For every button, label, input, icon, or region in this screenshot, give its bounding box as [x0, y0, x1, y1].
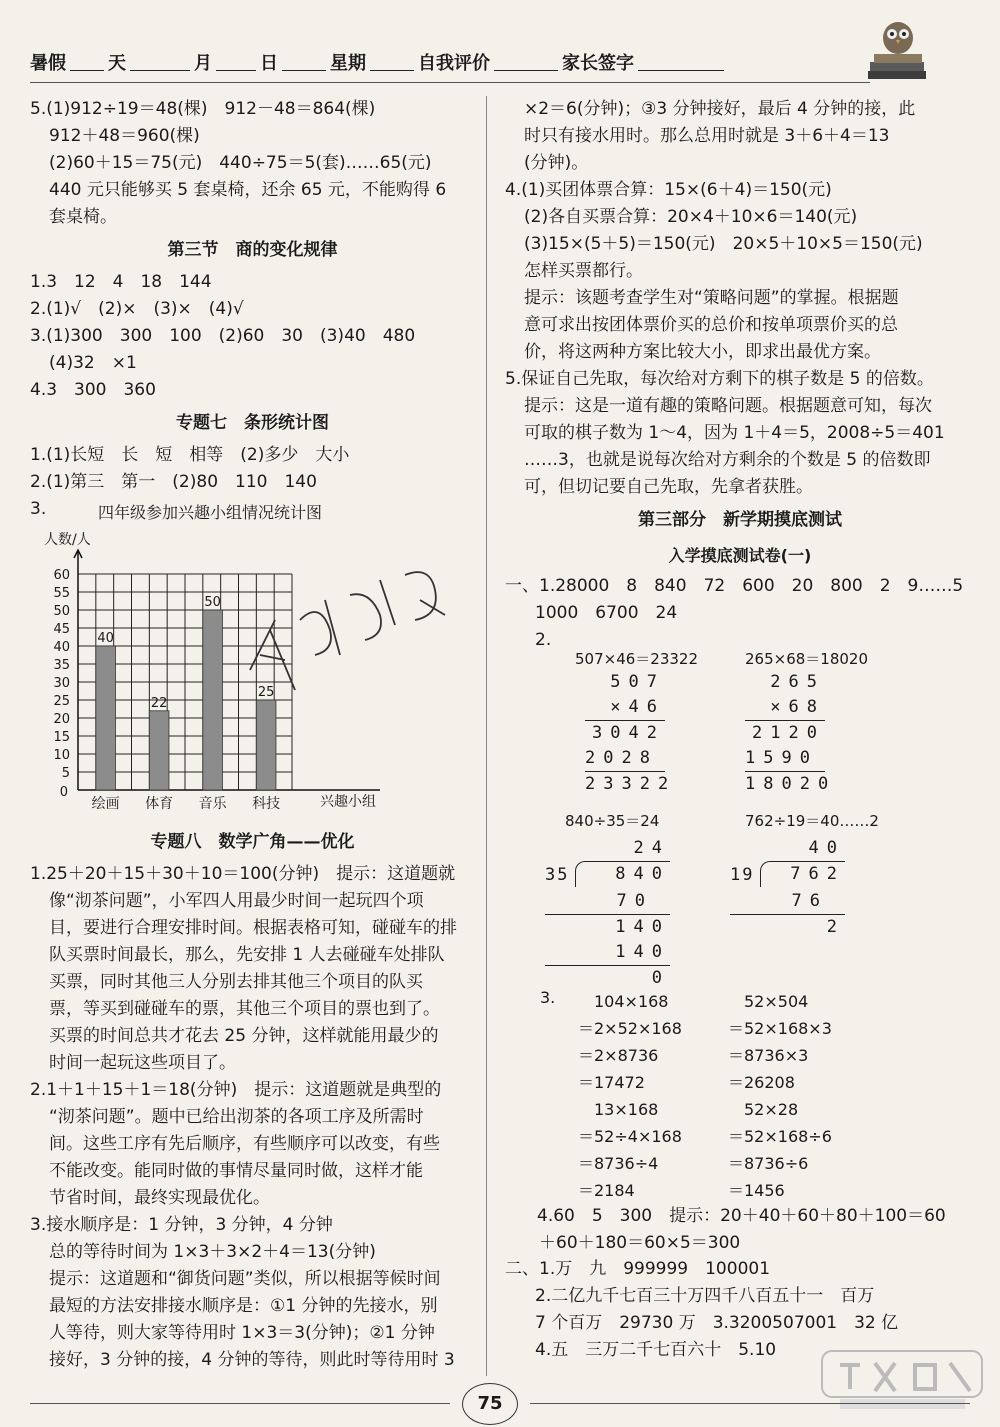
column-divider: [486, 96, 487, 1376]
answer-line: ……3，也就是说每次给对方剩余的个数是 5 的倍数即: [524, 450, 931, 470]
y-tick-label: 60: [53, 568, 70, 583]
divisor: 35: [545, 865, 570, 885]
answer-line: 2.二亿九千七百三十万四千八百五十一 百万: [535, 1286, 875, 1306]
answer-line: 时只有接水用时。那么总用时就是 3＋6＋4＝13: [524, 126, 890, 146]
y-tick-label: 10: [53, 748, 70, 763]
answer-line: 7 个百万 29730 万 3.3200507001 32 亿: [535, 1313, 899, 1333]
answer-group: [537, 1203, 977, 1257]
answer-line: (2)各自买票合算：20×4＋10×6＝140(元): [524, 207, 858, 227]
answer-line: 最短的方法安排接水顺序是：①1 分钟的先接水，别: [49, 1296, 438, 1316]
y-tick-label: 35: [53, 658, 70, 673]
week-blank: [370, 54, 414, 71]
test-title: 入学摸底测试卷(一): [668, 546, 812, 565]
week-gap: [282, 54, 326, 71]
calc-row: 507: [610, 672, 665, 692]
answer-line: ＋60＋180＝60×5＝300: [539, 1233, 741, 1253]
answer-line: 提示：该题考查学生对“策略问题”的掌握。根据题: [524, 288, 899, 308]
answer-line: 3.接水顺序是：1 分钟，3 分钟，4 分钟: [30, 1215, 333, 1235]
answer-line: 2.(1)第三 第一 (2)80 110 140: [30, 472, 317, 492]
calc-step: ＝26208: [728, 1073, 795, 1092]
answer-line: 4.60 5 300 提示：20＋40＋60＋80＋100＝60: [537, 1206, 946, 1226]
calc-row: 140: [615, 942, 670, 962]
calc-row: 2120: [745, 720, 825, 746]
chart-ylabel: 人数/人: [44, 532, 91, 548]
y-tick-label: 20: [53, 712, 70, 727]
page-number: 75: [462, 1383, 518, 1425]
section-title: 专题八 数学广角——优化: [150, 832, 355, 852]
long-division: [730, 836, 845, 940]
chart-title: 四年级参加兴趣小组情况统计图: [97, 503, 323, 522]
bar-value-label: 22: [150, 695, 168, 711]
calc-step: 52×28: [744, 1100, 799, 1119]
answer-line: 目，要进行合理安排时间。根据表格可知，碰碰车的排: [49, 918, 457, 938]
answer-line: 4.(1)买团体票合算：15×(6＋4)＝150(元): [505, 180, 832, 200]
answer-line: 接好，3 分钟的接，4 分钟的等待，则此时等待用时 3: [49, 1350, 455, 1370]
calc-row: 2028: [585, 748, 658, 768]
bar: [256, 700, 276, 790]
header-self-eval: 自我评价: [418, 53, 490, 74]
month-blank: [130, 54, 190, 71]
header-month: 月: [194, 53, 212, 74]
chart-xlabel: 兴趣小组: [320, 794, 376, 810]
parent-blank: [638, 54, 724, 71]
header-date: 日: [260, 53, 278, 74]
answer-line: 3.: [540, 988, 556, 1007]
answer-line: 怎样买票都行。: [524, 261, 643, 281]
answer-line: 5.保证自己先取，每次给对方剩下的棋子数是 5 的倍数。: [505, 369, 934, 389]
dividend: 840: [575, 861, 670, 887]
bar: [149, 711, 169, 790]
answer-line: (2)60＋15＝75(元) 440÷75＝5(套)……65(元): [49, 153, 432, 173]
calc-row: 265: [770, 672, 825, 692]
watermark-logo-icon: [820, 1345, 985, 1415]
calc-step: ＝2×8736: [578, 1046, 659, 1065]
calc-row: 18020: [745, 771, 825, 797]
answer-line: 1000 6700 24: [535, 603, 678, 623]
answer-line: 提示：这道题和“御货问题”类似，所以根据等候时间: [49, 1269, 441, 1289]
header-summer: 暑假: [30, 53, 66, 74]
answer-line: 3.: [30, 499, 47, 519]
calc-step: ＝52×168÷6: [728, 1127, 832, 1146]
answer-line: 4.五 三万二千七百六十 5.10: [535, 1340, 777, 1360]
x-category-label: 音乐: [198, 796, 227, 812]
y-tick-label: 50: [53, 604, 70, 619]
day-blank: [70, 54, 104, 71]
bar-value-label: 40: [97, 631, 114, 646]
vertical-multiplication: [585, 670, 677, 797]
calc-row: 23322: [585, 771, 665, 797]
answer-line: 一、1.28000 8 840 72 600 20 800 2 9……5: [505, 576, 964, 596]
calc-step: 13×168: [594, 1100, 659, 1119]
calc-row: 76: [791, 891, 828, 911]
quotient: 24: [633, 838, 670, 858]
right-column: [505, 96, 975, 654]
answer-line: 2.1＋1＋15＋1＝18(分钟) 提示：这道题就是典型的: [30, 1080, 442, 1100]
answer-line: 像“沏茶问题”，小军四人用最少时间一起玩四个项: [49, 891, 424, 911]
y-tick-label: 55: [53, 586, 70, 601]
quotient: 40: [808, 838, 845, 858]
calc-step: ＝2184: [578, 1181, 635, 1200]
date-blank: [216, 54, 256, 71]
footer-rule: [530, 1403, 970, 1404]
bar: [96, 646, 116, 790]
owl-books-logo-icon: [862, 16, 932, 82]
answer-line: 不能改变。能同时做的事情尽量同时做，这样才能: [49, 1161, 423, 1181]
footer-rule: [30, 1403, 450, 1404]
page-header: [30, 42, 870, 82]
part-title: 第三部分 新学期摸底测试: [638, 510, 842, 530]
answer-line: 可，但切记要自己先取，先拿者获胜。: [524, 477, 813, 497]
answer-line: 1.25＋20＋15＋30＋10＝100(分钟) 提示：这道题就: [30, 864, 456, 884]
calc-step: ＝8736÷4: [578, 1154, 659, 1173]
answer-line: 总的等待时间为 1×3＋3×2＋4＝13(分钟): [49, 1242, 376, 1262]
answer-line: 票，等买到碰碰车的票，其他三个项目的票也到了。: [49, 999, 440, 1019]
header-rule: [30, 82, 870, 83]
calc-step: ＝2×52×168: [578, 1019, 682, 1038]
calc-row: 1590: [745, 748, 818, 768]
section-title: 专题七 条形统计图: [176, 413, 329, 433]
equation: 507×46＝23322: [575, 650, 699, 668]
y-tick-label: 25: [53, 694, 70, 709]
answer-line: 买票，同时其他三人分别去排其他三个项目的队买: [49, 972, 423, 992]
answer-line: 912＋48＝960(棵): [49, 126, 200, 146]
calc-step: 52×504: [744, 992, 809, 1011]
answer-line: 节省时间，最终实现最优化。: [49, 1188, 270, 1208]
computation-block: [578, 988, 682, 1204]
answer-line: 可取的棋子数为 1～4，因为 1＋4＝5，2008÷5＝401: [524, 423, 945, 443]
self-eval-blank: [494, 54, 558, 71]
equation: 840÷35＝24: [565, 812, 660, 830]
calc-row: 140: [545, 914, 670, 940]
calc-row: 70: [616, 891, 653, 911]
chart-origin: 0: [59, 785, 68, 800]
bar: [203, 610, 223, 790]
computation-block: [728, 988, 832, 1204]
bar-value-label: 50: [204, 595, 221, 610]
y-tick-label: 5: [61, 766, 70, 781]
answer-line: 提示：这是一道有趣的策略问题。根据题意可知，每次: [524, 396, 932, 416]
long-division: [545, 836, 670, 991]
answer-line: 人等待，则大家等待用时 1×3＝3(分钟)；②1 分钟: [49, 1323, 435, 1343]
calc-row: ×46: [610, 697, 665, 717]
calc-step: 104×168: [594, 992, 669, 1011]
answer-line: 2.: [535, 630, 552, 650]
bar-value-label: 25: [257, 685, 275, 700]
y-tick-label: 45: [53, 622, 70, 637]
answer-line: 时间一起玩这些项目了。: [49, 1053, 236, 1073]
divisor: 19: [730, 865, 755, 885]
handwritten-scribble: [230, 560, 460, 700]
calc-row: 2: [730, 914, 845, 940]
calc-step: ＝52×168×3: [728, 1019, 832, 1038]
equation: 762÷19＝40……2: [745, 812, 879, 830]
answer-line: 1.3 12 4 18 144: [30, 272, 212, 292]
answer-line: 买票的时间总共才花去 25 分钟，这样就能用最少的: [49, 1026, 439, 1046]
answer-line: (4)32 ×1: [49, 353, 137, 373]
calc-step: ＝1456: [728, 1181, 785, 1200]
equation: 265×68＝18020: [745, 650, 869, 668]
dividend: 762: [760, 861, 845, 887]
answer-line: 间。这些工序有先后顺序，有些顺序可以改变，有些: [49, 1134, 440, 1154]
calc-step: ＝17472: [578, 1073, 645, 1092]
answer-line: ×2＝6(分钟)；③3 分钟接好，最后 4 分钟的接，此: [524, 99, 916, 119]
answer-line: 440 元只能够买 5 套桌椅，还余 65 元，不能购得 6: [49, 180, 447, 200]
answer-line: 价，将这两种方案比较大小，即求出最优方案。: [524, 342, 881, 362]
calc-step: ＝8736×3: [728, 1046, 809, 1065]
answer-line: 4.3 300 360: [30, 380, 156, 400]
answer-line: 1.(1)长短 长 短 相等 (2)多少 大小: [30, 445, 350, 465]
x-category-label: 科技: [252, 796, 281, 812]
answer-line: (分钟)。: [524, 153, 589, 173]
answer-line: 5.(1)912÷19＝48(棵) 912－48＝864(棵): [30, 99, 376, 119]
answer-line: 套桌椅。: [49, 207, 117, 227]
answer-line: (3)15×(5＋5)＝150(元) 20×5＋10×5＝150(元): [524, 234, 923, 254]
header-week: 星期: [330, 53, 366, 74]
y-tick-label: 15: [53, 730, 70, 745]
answer-line: 3.(1)300 300 100 (2)60 30 (3)40 480: [30, 326, 416, 346]
calc-row: ×68: [770, 697, 825, 717]
header-parent: 家长签字: [562, 53, 634, 74]
vertical-multiplication: [745, 670, 837, 797]
y-tick-label: 40: [53, 640, 70, 655]
calc-row: 0: [545, 965, 670, 991]
answer-line: “沏茶问题”。题中已给出沏茶的各项工序及所需时: [49, 1107, 424, 1127]
answer-line: 2.(1)√ (2)× (3)× (4)√: [30, 299, 244, 319]
y-tick-label: 30: [53, 676, 70, 691]
section-title: 第三节 商的变化规律: [167, 240, 338, 260]
x-category-label: 体育: [145, 796, 174, 812]
answer-line: 二、1.万 九 999999 100001: [505, 1259, 771, 1279]
header-day: 天: [108, 53, 126, 74]
calc-step: ＝52÷4×168: [578, 1127, 682, 1146]
calc-row: 3042: [585, 720, 665, 746]
x-category-label: 绘画: [91, 796, 120, 812]
answer-line: 意可求出按团体票价买的总价和按单项票价买的总: [524, 315, 898, 335]
answer-line: 队买票时间最长，那么，先安排 1 人去碰碰车处排队: [49, 945, 445, 965]
calc-step: ＝8736÷6: [728, 1154, 809, 1173]
